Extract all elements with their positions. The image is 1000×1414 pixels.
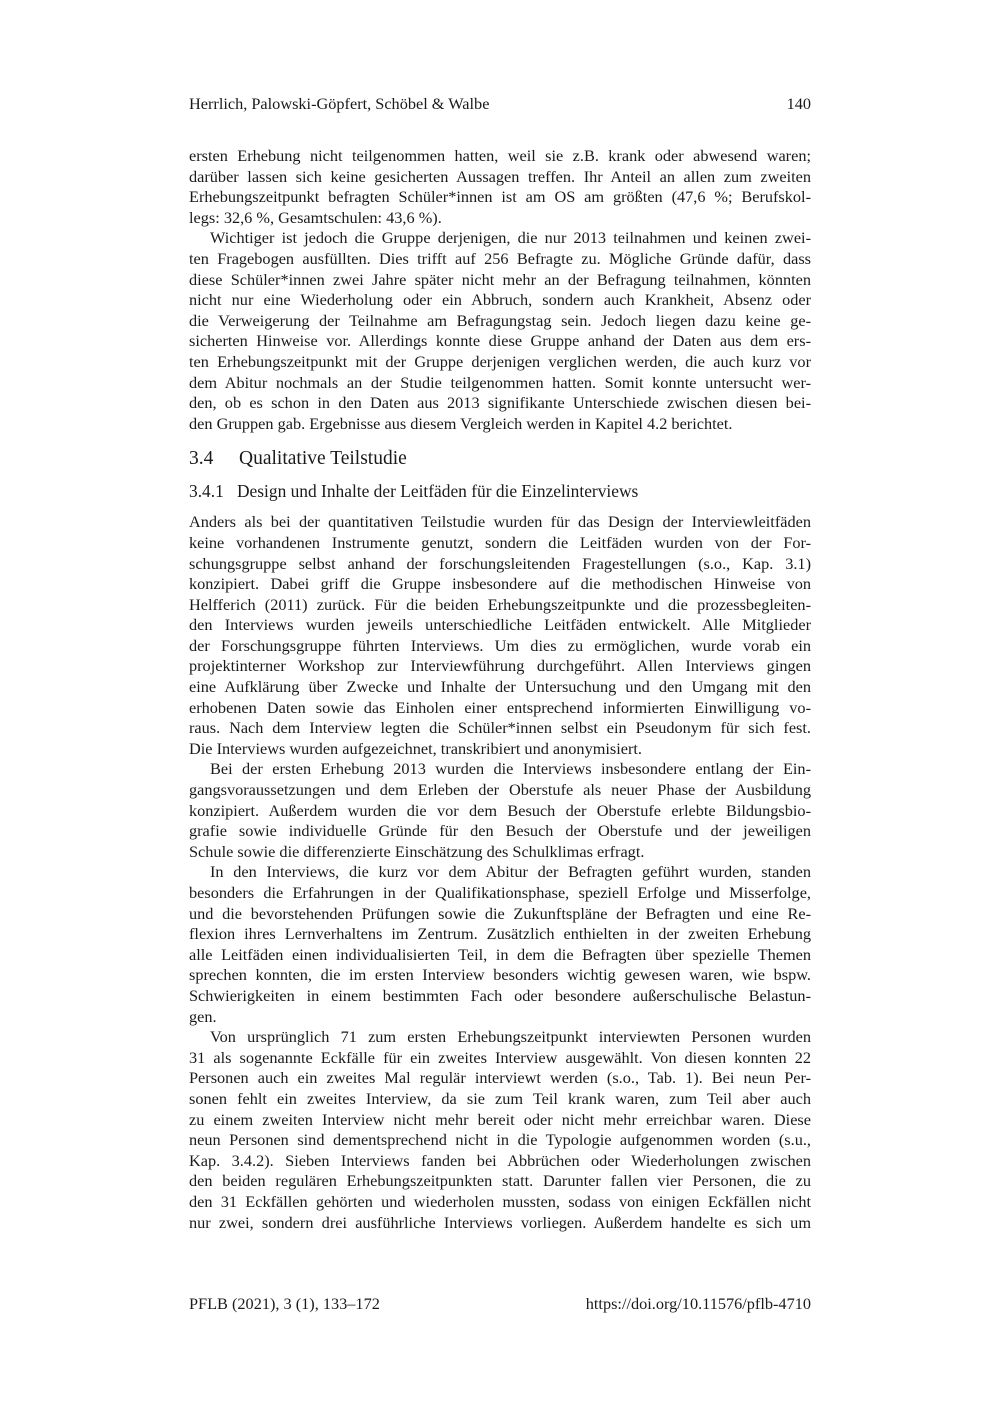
text-line: darüber lassen sich keine gesicherten Aussagen treffen. Ihr Anteil an allen zum zweiten: [189, 166, 811, 186]
text-line: den 31 Eckfällen gehörten und wiederholen mussten, sodass von einigen Eckfällen nicht: [189, 1191, 811, 1211]
text-line: gangsvoraussetzungen und dem Erleben der Oberstufe als neuer Phase der Ausbildung: [189, 780, 811, 800]
running-header: [189, 94, 811, 114]
footer-citation: PFLB (2021), 3 (1), 133–172: [189, 1294, 380, 1313]
text-line: Schule sowie die differenzierte Einschätzung des Schulklimas erfragt.: [189, 841, 645, 861]
text-line: sicherten Hinweise vor. Allerdings konnte diese Gruppe anhand der Daten aus dem ers-: [189, 331, 811, 351]
text-line: zu einem zweiten Interview nicht mehr bereit oder nicht mehr erreichbar waren. Diese: [189, 1109, 811, 1129]
text-line: der Forschungsgruppe führten Interviews. Um dies zu ermöglichen, wurde vorab ein: [189, 635, 811, 655]
paragraph: [189, 862, 811, 1027]
subsection-number: 3.4.1: [189, 481, 224, 502]
page-footer: [189, 1294, 811, 1314]
paragraph: [189, 512, 811, 759]
section-number: 3.4: [189, 448, 214, 470]
text-line: ten Erhebungszeitpunkt mit der Gruppe derjenigen verglichen werden, die auch kurz vor: [189, 351, 811, 371]
paragraph: [189, 146, 811, 228]
text-line: die Verweigerung der Teilnahme am Befragungstag sein. Jedoch liegen dazu keine ge-: [189, 310, 811, 330]
text-line: konzipiert. Außerdem wurden die vor dem Besuch der Oberstufe erlebte Bildungsbio-: [189, 800, 811, 820]
text-line: raus. Nach dem Interview legten die Schüler*innen selbst ein Pseudonym für sich fest.: [189, 718, 811, 738]
text-line: schungsgruppe selbst anhand der forschungsleitenden Fragestellungen (s.o., Kap. 3.1): [189, 553, 811, 573]
text-line: alle Leitfäden einen individualisierten Teil, in dem die Befragten über spezielle Themen: [189, 944, 811, 964]
paragraphs-before-section: [189, 146, 811, 434]
text-line: konzipiert. Dabei griff die Gruppe insbesondere auf die methodischen Hinweise von: [189, 574, 811, 594]
text-line: Helfferich (2011) zurück. Für die beiden Erhebungszeitpunkte und die prozessbegleiten-: [189, 594, 811, 614]
footer-doi-link[interactable]: https://doi.org/10.11576/pflb-4710: [585, 1294, 811, 1313]
section-heading: [189, 444, 811, 474]
subsection-title: Design und Inhalte der Leitfäden für die Einzelinterviews: [237, 481, 639, 502]
text-line: Die Interviews wurden aufgezeichnet, transkribiert und anonymisiert.: [189, 738, 643, 758]
body-text: [189, 146, 811, 1233]
text-line: nur zwei, sondern drei ausführliche Interviews vorliegen. Außerdem handelte es sich um: [189, 1212, 811, 1232]
section-title: Qualitative Teilstudie: [239, 448, 407, 470]
text-line: neun Personen sind dementsprechend nicht in die Typologie aufgenommen worden (s.u.,: [189, 1130, 811, 1150]
text-line: sonen fehlt ein zweites Interview, da sie zum Teil krank waren, zum Teil aber auch: [189, 1088, 811, 1108]
text-line: ten Fragebogen ausfüllten. Dies trifft auf 256 Befragte zu. Mögliche Gründe dafür, dass: [189, 248, 811, 268]
text-line: Schwierigkeiten in einem bestimmten Fach oder besondere außerschulische Belastun-: [189, 985, 811, 1005]
text-line: dem Abitur nochmals an der Studie teilgenommen hatten. Somit konnte untersucht wer-: [189, 372, 811, 392]
text-line: legs: 32,6 %, Gesamtschulen: 43,6 %).: [189, 207, 442, 227]
text-line: flexion ihres Lernverhaltens im Zentrum. Zusätzlich enthielten in der zweiten Erhebung: [189, 924, 811, 944]
text-line: den Gruppen gab. Ergebnisse aus diesem Vergleich werden in Kapitel 4.2 berichtet.: [189, 413, 733, 433]
text-line: eine Aufklärung über Zwecke und Inhalte der Untersuchung und den Umgang mit den: [189, 677, 811, 697]
paragraphs-after-subsection: [189, 512, 811, 1233]
paragraph: [189, 228, 811, 434]
text-line: In den Interviews, die kurz vor dem Abitur der Befragten geführt wurden, standen: [210, 862, 811, 882]
text-line: Von ursprünglich 71 zum ersten Erhebungszeitpunkt interviewten Personen wurden: [210, 1027, 811, 1047]
text-line: diese Schüler*innen zwei Jahre später nicht mehr an der Befragung teilnahmen, könnten: [189, 269, 811, 289]
text-line: keine vorhandenen Instrumente genutzt, sondern die Leitfäden wurden von der For-: [189, 532, 811, 552]
text-line: Wichtiger ist jedoch die Gruppe derjenigen, die nur 2013 teilnahmen und keinen zwei-: [210, 228, 811, 248]
page-number: 140: [786, 94, 811, 113]
text-line: Bei der ersten Erhebung 2013 wurden die Interviews insbesondere entlang der Ein-: [210, 759, 811, 779]
paragraph: [189, 1027, 811, 1233]
text-line: den Interviews wurden jeweils unterschiedliche Leitfäden entwickelt. Alle Mitglieder: [189, 615, 811, 635]
text-line: Anders als bei der quantitativen Teilstudie wurden für das Design der Interviewleitfäden: [189, 512, 811, 532]
text-line: grafie sowie individuelle Gründe für den Besuch der Oberstufe und der jeweiligen: [189, 821, 811, 841]
text-line: nicht nur eine Wiederholung oder ein Abbruch, sondern auch Krankheit, Absenz oder: [189, 290, 811, 310]
paragraph: [189, 759, 811, 862]
text-line: erhobenen Daten sowie das Einholen einer entsprechend informierten Einwilligung vo-: [189, 697, 811, 717]
text-line: Personen auch ein zweites Mal regulär interviewt werden (s.o., Tab. 1). Bei neun Per-: [189, 1068, 811, 1088]
text-line: 31 als sogenannte Eckfälle für ein zweites Interview ausgewählt. Von diesen konnten 22: [189, 1047, 811, 1067]
text-line: gen.: [189, 1006, 217, 1026]
subsection-heading: [189, 478, 811, 504]
text-line: den beiden regulären Erhebungszeitpunkten statt. Darunter fallen vier Personen, die zu: [189, 1171, 811, 1191]
text-line: und die bevorstehenden Prüfungen sowie die Zukunftspläne der Befragten und eine Re-: [189, 903, 811, 923]
text-line: projektinterner Workshop zur Interviewführung durchgeführt. Allen Interviews gingen: [189, 656, 811, 676]
text-line: Kap. 3.4.2). Sieben Interviews fanden bei Abbrüchen oder Wiederholungen zwischen: [189, 1150, 811, 1170]
text-line: sprechen konnten, die im ersten Interview besonders wichtig gewesen waren, wie bspw.: [189, 965, 811, 985]
text-line: besonders die Erfahrungen in der Qualifikationsphase, speziell Erfolge und Misserfolge,: [189, 883, 811, 902]
text-line: Erhebungszeitpunkt befragten Schüler*innen ist am OS am größten (47,6 %; Berufskol-: [189, 187, 811, 207]
header-authors: Herrlich, Palowski-Göpfert, Schöbel & Walbe: [189, 94, 490, 113]
text-line: ersten Erhebung nicht teilgenommen hatten, weil sie z.B. krank oder abwesend waren;: [189, 146, 811, 165]
text-line: den, ob es schon in den Daten aus 2013 signifikante Unterschiede zwischen diesen bei-: [189, 393, 811, 413]
